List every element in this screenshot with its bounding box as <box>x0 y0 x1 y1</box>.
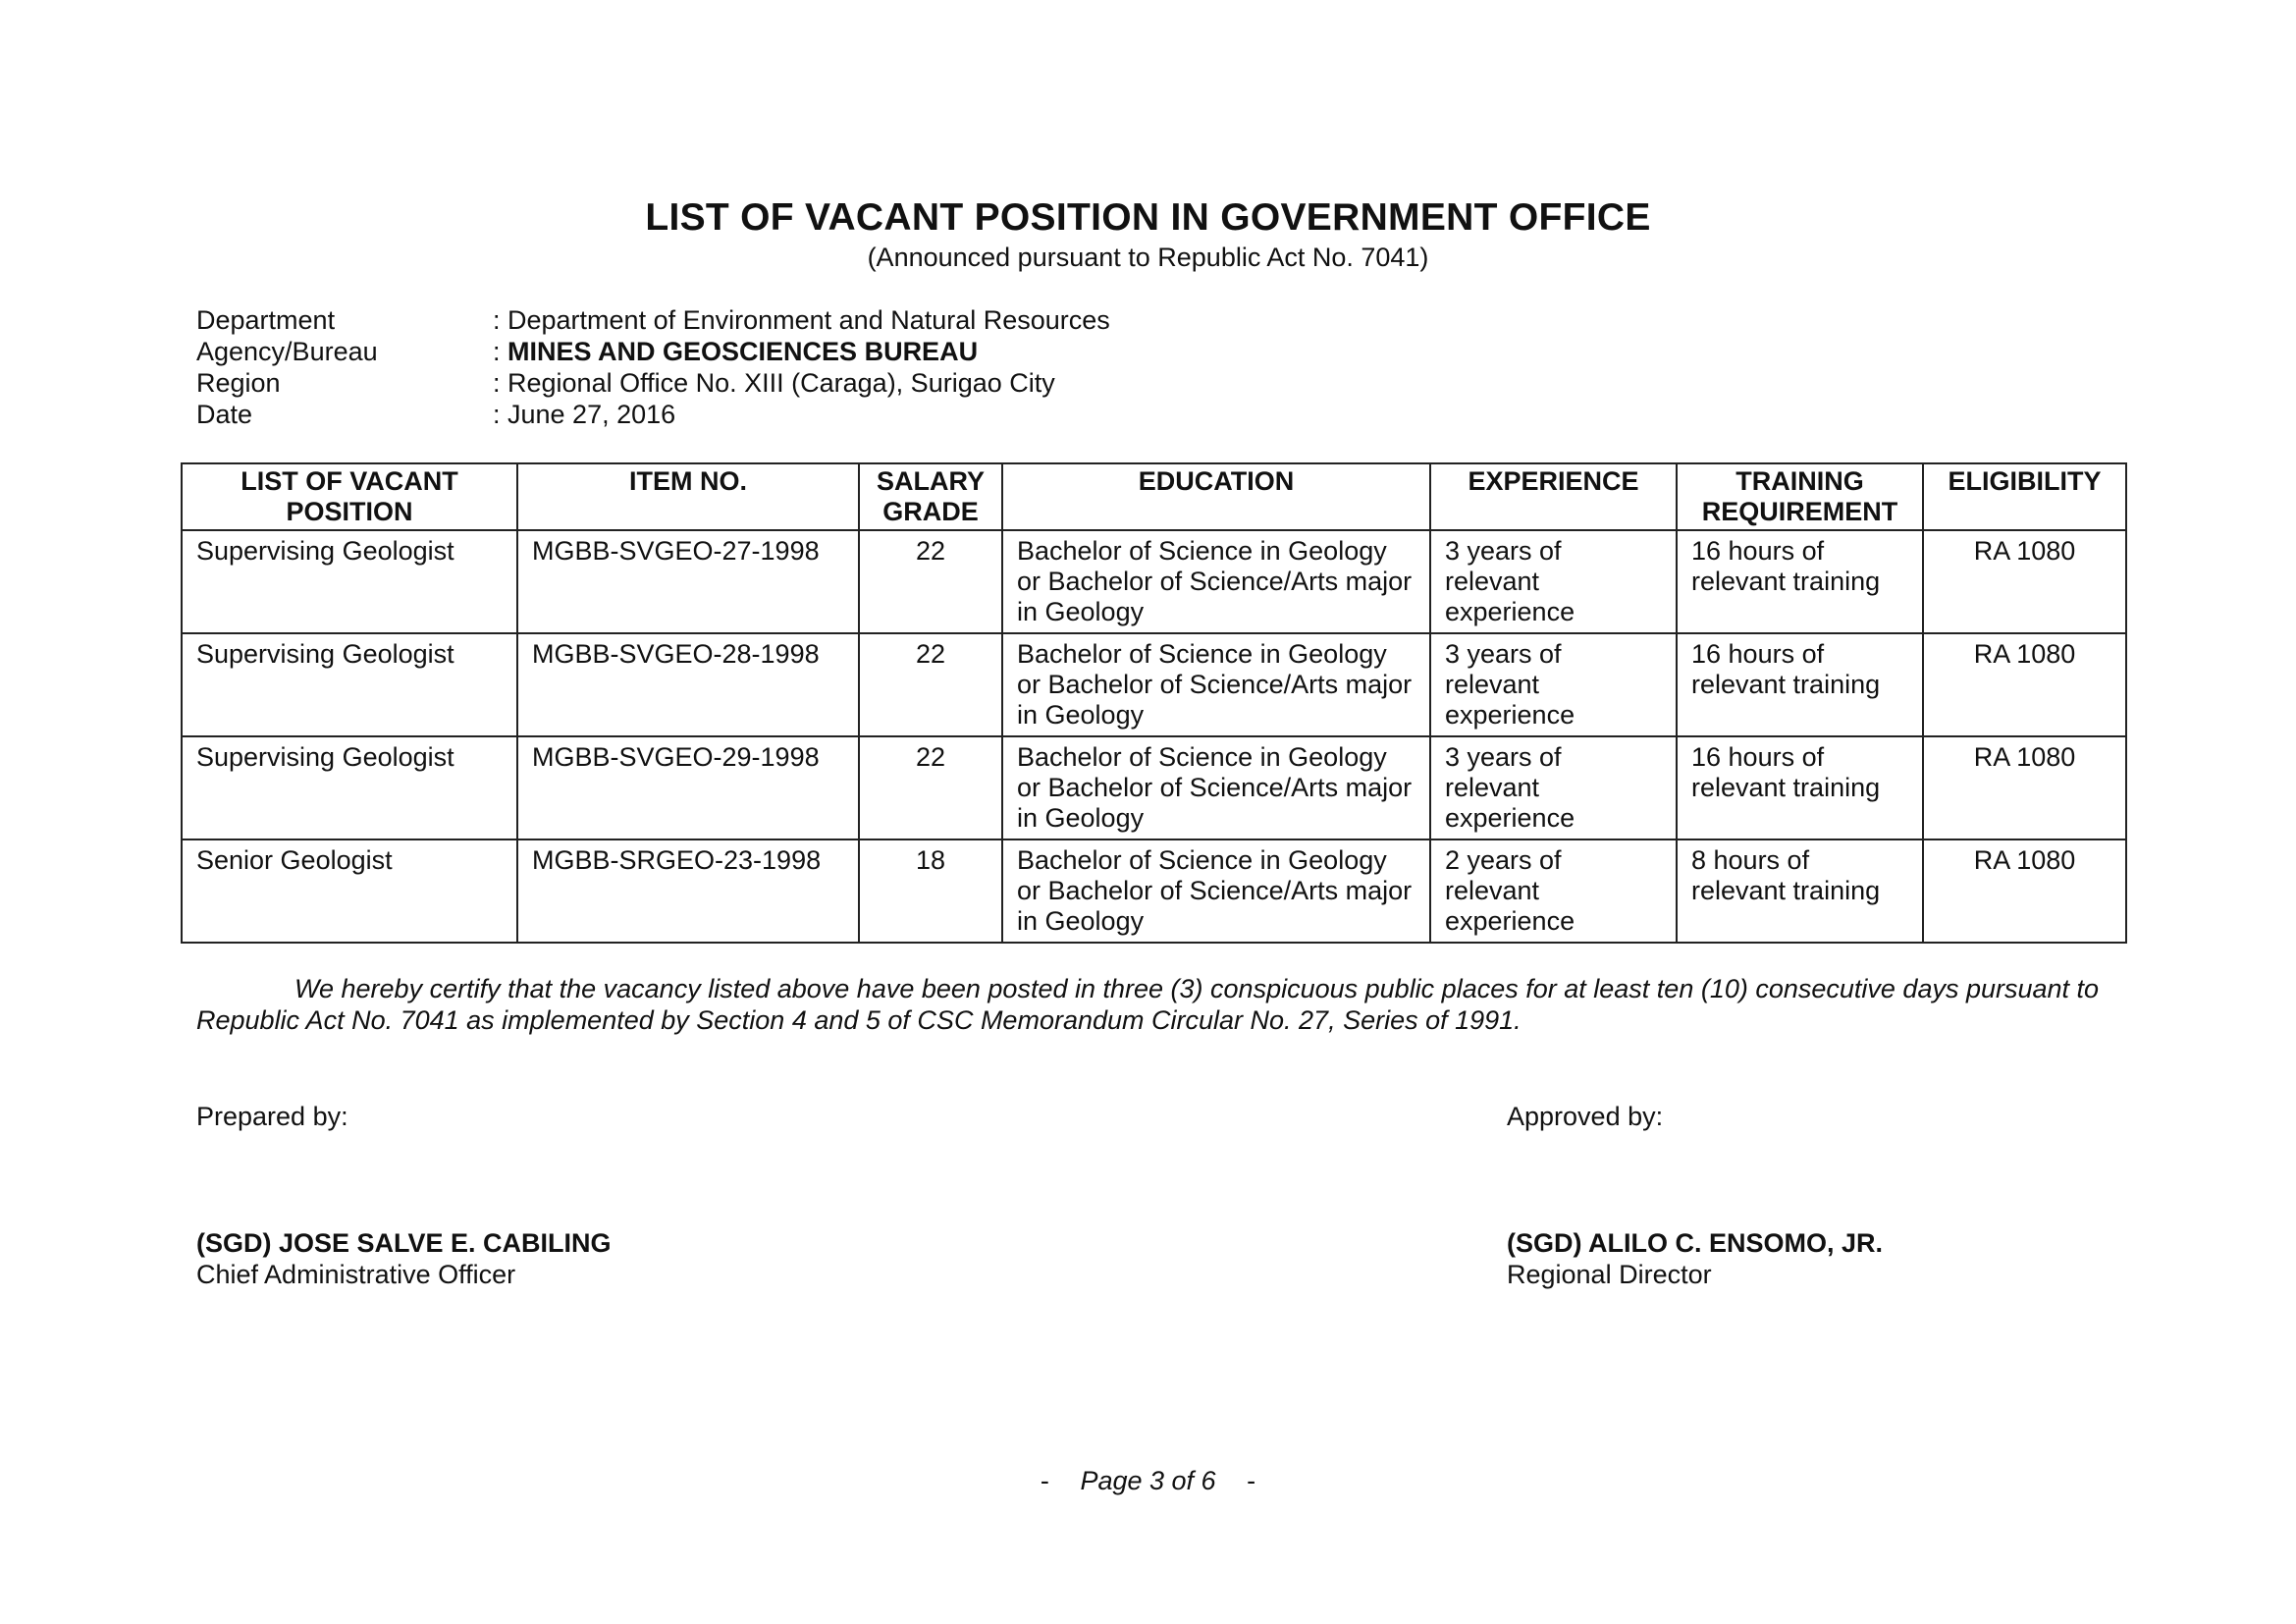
cell-position: Senior Geologist <box>182 839 517 943</box>
cell-experience: 2 years of relevant experience <box>1430 839 1677 943</box>
cell-eligibility: RA 1080 <box>1923 530 2126 633</box>
cell-eligibility: RA 1080 <box>1923 839 2126 943</box>
info-row-department <box>196 304 1110 336</box>
table-row <box>182 736 2126 839</box>
header-item-no: ITEM NO. <box>517 463 859 530</box>
cell-item-no: MGBB-SVGEO-28-1998 <box>517 633 859 736</box>
header-eligibility: ELIGIBILITY <box>1923 463 2126 530</box>
cell-salary-grade: 22 <box>859 633 1002 736</box>
signatory-title: Regional Director <box>1507 1260 1712 1289</box>
cell-salary-grade: 22 <box>859 736 1002 839</box>
cell-position: Supervising Geologist <box>182 736 517 839</box>
signatory-name: (SGD) ALILO C. ENSOMO, JR. <box>1507 1228 1884 1258</box>
info-value-prefix: : <box>493 337 508 366</box>
cell-item-no: MGBB-SVGEO-27-1998 <box>517 530 859 633</box>
cell-education: Bachelor of Science in Geology or Bachelor of Science/Arts major in Geology <box>1002 633 1430 736</box>
cell-position: Supervising Geologist <box>182 633 517 736</box>
info-label: Date <box>196 400 253 429</box>
cell-item-no: MGBB-SVGEO-29-1998 <box>517 736 859 839</box>
cell-item-no: MGBB-SRGEO-23-1998 <box>517 839 859 943</box>
info-value <box>493 336 978 367</box>
cell-salary-grade: 22 <box>859 530 1002 633</box>
table-row <box>182 839 2126 943</box>
cell-experience: 3 years of relevant experience <box>1430 736 1677 839</box>
header-position: LIST OF VACANT POSITION <box>182 463 517 530</box>
cell-eligibility: RA 1080 <box>1923 633 2126 736</box>
info-row-region <box>196 367 1110 399</box>
document-subtitle: (Announced pursuant to Republic Act No. 7041) <box>867 243 1429 272</box>
document-title: LIST OF VACANT POSITION IN GOVERNMENT OFFICE <box>645 196 1651 239</box>
cell-training: 8 hours of relevant training <box>1677 839 1923 943</box>
header-education: EDUCATION <box>1002 463 1430 530</box>
info-row-agency <box>196 336 1110 367</box>
certification-statement: We hereby certify that the vacancy listed above have been posted in three (3) conspicuous public places for at least ten (10) consecutive days pursuant to Republic Act No. 7041 as implemented by Section 4 and 5 of CSC Memorandum Circular No. 27, Series of 1991. <box>196 974 2100 1035</box>
approved-by-label: Approved by: <box>1507 1102 1664 1131</box>
approved-by-signatory <box>1507 1227 1883 1290</box>
cell-training: 16 hours of relevant training <box>1677 736 1923 839</box>
info-label: Department <box>196 305 336 335</box>
header-training: TRAINING REQUIREMENT <box>1677 463 1923 530</box>
table-row <box>182 530 2126 633</box>
signatory-title: Chief Administrative Officer <box>196 1260 516 1289</box>
prepared-by-signatory <box>196 1227 612 1290</box>
cell-experience: 3 years of relevant experience <box>1430 633 1677 736</box>
vacancies-table <box>181 462 2127 944</box>
header-salary-grade: SALARY GRADE <box>859 463 1002 530</box>
cell-education: Bachelor of Science in Geology or Bachelor of Science/Arts major in Geology <box>1002 530 1430 633</box>
page-footer <box>0 1466 2296 1496</box>
cell-education: Bachelor of Science in Geology or Bachelor of Science/Arts major in Geology <box>1002 736 1430 839</box>
cell-position: Supervising Geologist <box>182 530 517 633</box>
info-label: Region <box>196 368 281 398</box>
cell-salary-grade: 18 <box>859 839 1002 943</box>
office-info <box>196 304 1110 430</box>
cell-experience: 3 years of relevant experience <box>1430 530 1677 633</box>
cell-training: 16 hours of relevant training <box>1677 530 1923 633</box>
info-value-bold: MINES AND GEOSCIENCES BUREAU <box>507 337 979 366</box>
page-number: Page 3 of 6 <box>1080 1466 1216 1495</box>
footer-dash-left: - <box>1040 1466 1049 1495</box>
table-row <box>182 633 2126 736</box>
signatory-name: (SGD) JOSE SALVE E. CABILING <box>196 1228 612 1258</box>
cell-training: 16 hours of relevant training <box>1677 633 1923 736</box>
cell-eligibility: RA 1080 <box>1923 736 2126 839</box>
cell-education: Bachelor of Science in Geology or Bachelor of Science/Arts major in Geology <box>1002 839 1430 943</box>
info-value: : Department of Environment and Natural Resources <box>493 305 1110 335</box>
table-header-row <box>182 463 2126 530</box>
info-value: : Regional Office No. XIII (Caraga), Surigao City <box>493 368 1055 398</box>
header-experience: EXPERIENCE <box>1430 463 1677 530</box>
info-value: : June 27, 2016 <box>493 400 676 429</box>
info-row-date <box>196 399 1110 430</box>
prepared-by-label: Prepared by: <box>196 1102 348 1131</box>
info-label: Agency/Bureau <box>196 337 378 366</box>
footer-dash-right: - <box>1247 1466 1256 1495</box>
